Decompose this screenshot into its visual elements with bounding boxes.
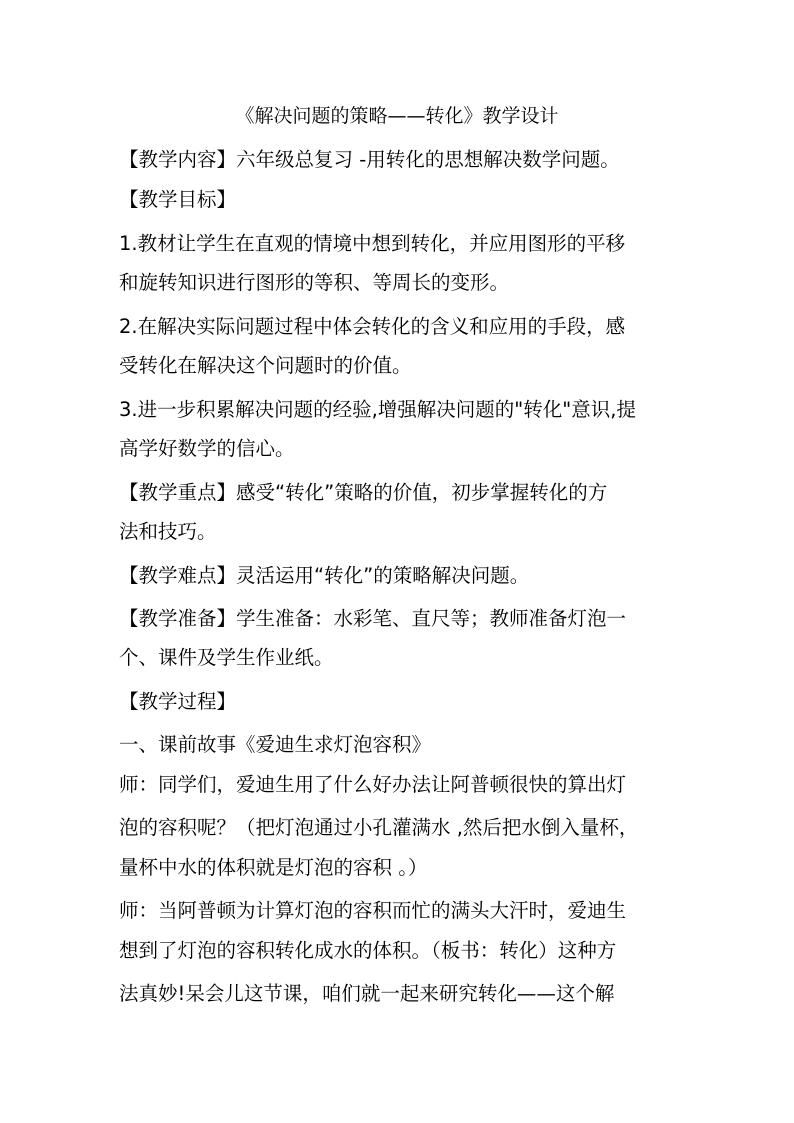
teacher-line-3: 量杯中水的体积就是灯泡的容积 。） xyxy=(119,856,428,879)
preparation-line-2: 个、课件及学生作业纸。 xyxy=(119,646,334,669)
teaching-content-line: 【教学内容】六年级总复习 -用转化的思想解决数学问题。 xyxy=(119,148,620,171)
goal-2-line-2: 受转化在解决这个问题时的价值。 xyxy=(119,354,412,377)
goal-2-line-1: 2.在解决实际问题过程中体会转化的含义和应用的手段，感 xyxy=(119,315,626,338)
key-point-line-2: 法和技巧。 xyxy=(119,520,217,543)
key-point-line-1: 【教学重点】感受“转化”策略的价值，初步掌握转化的方 xyxy=(119,481,608,504)
goal-1-line-2: 和旋转知识进行图形的等积、等周长的变形。 xyxy=(119,271,510,294)
preparation-line-1: 【教学准备】学生准备：水彩笔、直尺等；教师准备灯泡一 xyxy=(119,607,627,630)
difficulty-line: 【教学难点】灵活运用“转化”的策略解决问题。 xyxy=(119,564,530,587)
goal-3-line-2: 高学好数学的信心。 xyxy=(119,437,295,460)
goal-3-line-1: 3.进一步积累解决问题的经验,增强解决问题的"转化"意识,提 xyxy=(119,398,636,421)
story-heading: 一、课前故事《爱迪生求灯泡容积》 xyxy=(119,733,432,756)
teacher-line-4: 师：当阿普顿为计算灯泡的容积而忙的满头大汗时，爱迪生 xyxy=(119,899,627,922)
teacher-line-5: 想到了灯泡的容积转化成水的体积。（板书：转化）这种方 xyxy=(119,939,617,962)
document-title: 《解决问题的策略——转化》教学设计 xyxy=(235,105,559,127)
teacher-line-2: 泡的容积呢？（把灯泡通过小孔灌满水 ,然后把水倒入量杯， xyxy=(119,816,639,839)
teaching-goals-heading: 【教学目标】 xyxy=(119,188,237,211)
teacher-line-6: 法真妙!呆会儿这节课，咱们就一起来研究转化——这个解 xyxy=(119,982,615,1005)
goal-1-line-1: 1.教材让学生在直观的情境中想到转化，并应用图形的平移 xyxy=(119,232,626,255)
teaching-process-heading: 【教学过程】 xyxy=(119,690,237,713)
teacher-line-1: 师：同学们，爱迪生用了什么好办法让阿普顿很快的算出灯 xyxy=(119,773,627,796)
